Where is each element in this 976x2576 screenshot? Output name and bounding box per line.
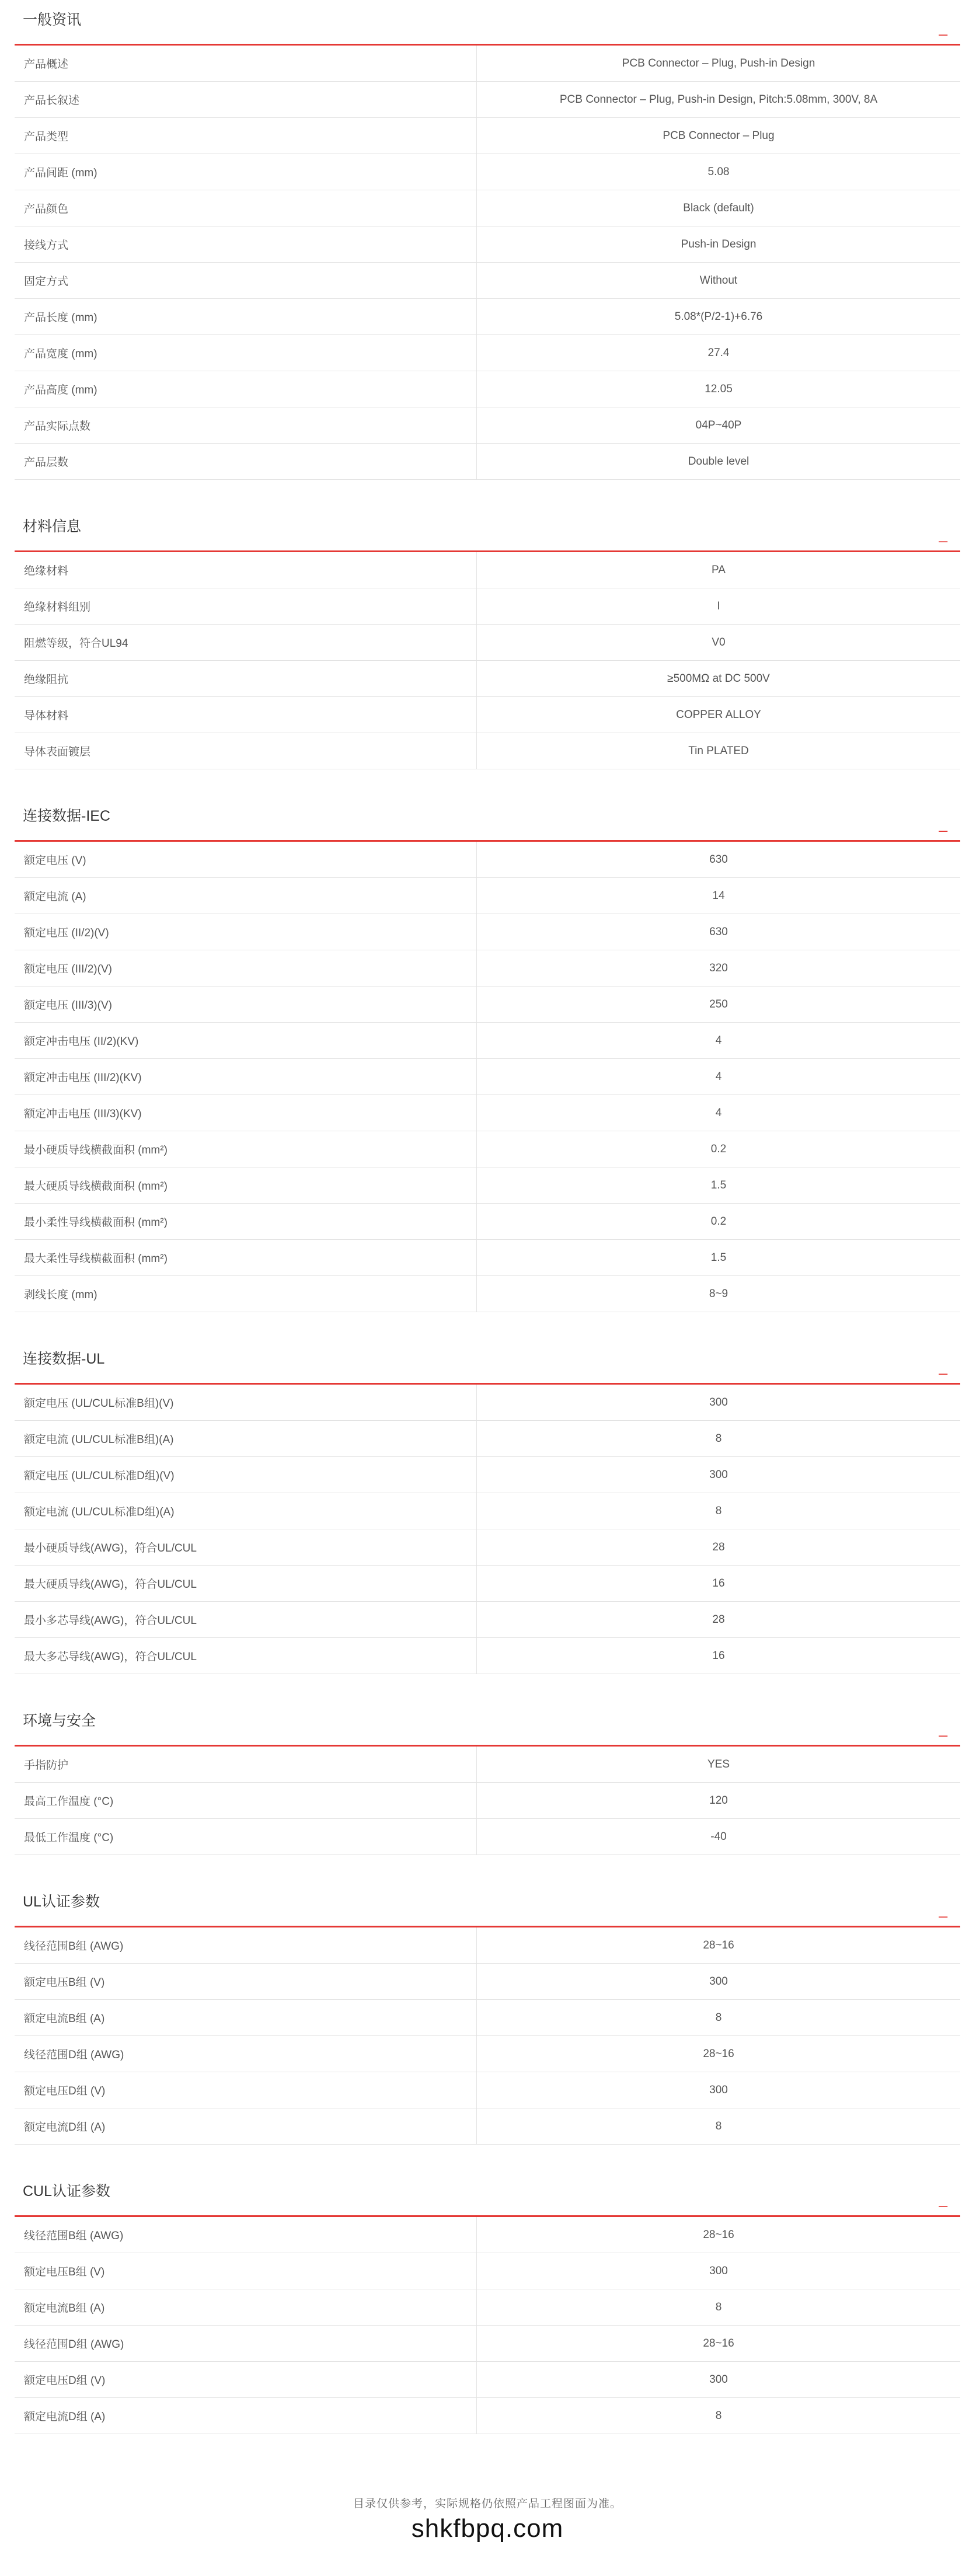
spec-label: 产品类型 (15, 118, 477, 154)
spec-label: 额定电压 (III/3)(V) (15, 987, 477, 1023)
spec-label: 绝缘材料 (15, 552, 477, 588)
table-row (15, 1964, 960, 2000)
collapse-icon[interactable]: _ (939, 19, 947, 36)
spec-value: PCB Connector – Plug, Push-in Design (477, 46, 961, 82)
collapse-icon[interactable]: _ (939, 1720, 947, 1737)
spec-label: 额定电流 (UL/CUL标准D组)(A) (15, 1493, 477, 1529)
footer-disclaimer: 目录仅供参考，实际规格仍依照产品工程图面为准。 (353, 2498, 622, 2510)
spec-label: 线径范围B组 (AWG) (15, 1927, 477, 1964)
collapse-icon[interactable]: _ (939, 2190, 947, 2208)
table-row (15, 1023, 960, 1059)
spec-label: 额定电流 (A) (15, 878, 477, 914)
table-row (15, 1819, 960, 1855)
spec-label: 额定电流D组 (A) (15, 2398, 477, 2434)
table-row (15, 371, 960, 407)
spec-label: 额定冲击电压 (II/2)(KV) (15, 1023, 477, 1059)
section-header (15, 796, 960, 842)
table-row (15, 2217, 960, 2253)
spec-value: 300 (477, 1385, 961, 1421)
spec-value: -40 (477, 1819, 961, 1855)
spec-label: 额定电流B组 (A) (15, 2000, 477, 2036)
spec-label: 最大硬质导线横截面积 (mm²) (15, 1167, 477, 1204)
spec-value: Black (default) (477, 190, 961, 226)
table-row (15, 1638, 960, 1674)
table-row (15, 661, 960, 697)
spec-value: Double level (477, 444, 961, 480)
spec-label: 剥线长度 (mm) (15, 1276, 477, 1312)
table-row (15, 226, 960, 263)
spec-label: 最大多芯导线(AWG)，符合UL/CUL (15, 1638, 477, 1674)
spec-label: 产品高度 (mm) (15, 371, 477, 407)
table-row (15, 1385, 960, 1421)
table-row (15, 2289, 960, 2326)
table-row (15, 2036, 960, 2072)
table-row (15, 1783, 960, 1819)
spec-label: 线径范围B组 (AWG) (15, 2217, 477, 2253)
spec-value: 28 (477, 1529, 961, 1566)
spec-table (15, 46, 960, 480)
spec-value: Push-in Design (477, 226, 961, 263)
table-row (15, 1566, 960, 1602)
spec-value: 630 (477, 842, 961, 878)
spec-label: 额定电流 (UL/CUL标准B组)(A) (15, 1421, 477, 1457)
spec-label: 额定电压D组 (V) (15, 2362, 477, 2398)
spec-value: 16 (477, 1638, 961, 1674)
spec-label: 阻燃等级，符合UL94 (15, 625, 477, 661)
table-row (15, 118, 960, 154)
table-row (15, 588, 960, 625)
table-row (15, 1059, 960, 1095)
spec-label: 最高工作温度 (°C) (15, 1783, 477, 1819)
table-row (15, 444, 960, 480)
table-row (15, 1529, 960, 1566)
section-title: UL认证参数 (23, 1894, 100, 1910)
table-row (15, 299, 960, 335)
spec-label: 产品长度 (mm) (15, 299, 477, 335)
spec-label: 最大硬质导线(AWG)，符合UL/CUL (15, 1566, 477, 1602)
spec-label: 额定冲击电压 (III/2)(KV) (15, 1059, 477, 1095)
spec-label: 额定电压 (II/2)(V) (15, 914, 477, 950)
section-title: 一般资讯 (23, 12, 82, 28)
spec-value: 300 (477, 2253, 961, 2289)
spec-label: 固定方式 (15, 263, 477, 299)
spec-label: 额定冲击电压 (III/3)(KV) (15, 1095, 477, 1131)
spec-label: 产品实际点数 (15, 407, 477, 444)
spec-label: 额定电压 (UL/CUL标准B组)(V) (15, 1385, 477, 1421)
section-header (15, 2171, 960, 2217)
table-row (15, 2362, 960, 2398)
spec-label: 最低工作温度 (°C) (15, 1819, 477, 1855)
spec-label: 额定电压D组 (V) (15, 2072, 477, 2108)
collapse-icon[interactable]: _ (939, 1358, 947, 1375)
spec-label: 额定电压 (V) (15, 842, 477, 878)
spec-label: 产品间距 (mm) (15, 154, 477, 190)
table-row (15, 2398, 960, 2434)
spec-label: 额定电压 (III/2)(V) (15, 950, 477, 987)
spec-label: 最小硬质导线横截面积 (mm²) (15, 1131, 477, 1167)
table-row (15, 1421, 960, 1457)
table-row (15, 263, 960, 299)
spec-label: 接线方式 (15, 226, 477, 263)
spec-value: 4 (477, 1059, 961, 1095)
spec-value: 28 (477, 1602, 961, 1638)
spec-value: PCB Connector – Plug (477, 118, 961, 154)
spec-value: Without (477, 263, 961, 299)
section-title: 连接数据-UL (23, 1351, 105, 1367)
spec-value: I (477, 588, 961, 625)
table-row (15, 190, 960, 226)
spec-value: 120 (477, 1783, 961, 1819)
spec-label: 产品长叙述 (15, 82, 477, 118)
section-header (15, 507, 960, 552)
spec-value: 8~9 (477, 1276, 961, 1312)
section-header (15, 0, 960, 46)
spec-label: 产品宽度 (mm) (15, 335, 477, 371)
spec-label: 额定电流D组 (A) (15, 2108, 477, 2145)
spec-value: 4 (477, 1023, 961, 1059)
spec-value: 300 (477, 2072, 961, 2108)
section-header (15, 1882, 960, 1927)
spec-value: 4 (477, 1095, 961, 1131)
spec-label: 最小柔性导线横截面积 (mm²) (15, 1204, 477, 1240)
spec-table (15, 1927, 960, 2145)
spec-value: ≥500MΩ at DC 500V (477, 661, 961, 697)
spec-sheet (15, 0, 960, 2543)
section-title: 连接数据-IEC (23, 808, 111, 824)
spec-label: 绝缘阻抗 (15, 661, 477, 697)
table-row (15, 2108, 960, 2145)
table-row (15, 1095, 960, 1131)
spec-value: 8 (477, 2289, 961, 2326)
table-row (15, 950, 960, 987)
spec-label: 最大柔性导线横截面积 (mm²) (15, 1240, 477, 1276)
spec-value: PCB Connector – Plug, Push-in Design, Pitch:5.08mm, 300V, 8A (477, 82, 961, 118)
spec-table (15, 552, 960, 769)
table-row (15, 1240, 960, 1276)
spec-value: 8 (477, 2000, 961, 2036)
table-row (15, 1927, 960, 1964)
table-row (15, 697, 960, 733)
table-row (15, 987, 960, 1023)
spec-label: 额定电压 (UL/CUL标准D组)(V) (15, 1457, 477, 1493)
spec-value: 320 (477, 950, 961, 987)
table-row (15, 552, 960, 588)
spec-label: 绝缘材料组别 (15, 588, 477, 625)
spec-value: 28~16 (477, 2217, 961, 2253)
spec-value: 28~16 (477, 2326, 961, 2362)
table-row (15, 1131, 960, 1167)
spec-label: 手指防护 (15, 1747, 477, 1783)
table-row (15, 2072, 960, 2108)
spec-value: 250 (477, 987, 961, 1023)
spec-label: 额定电压B组 (V) (15, 1964, 477, 2000)
collapse-icon[interactable]: _ (939, 815, 947, 832)
spec-label: 产品概述 (15, 46, 477, 82)
spec-value: 14 (477, 878, 961, 914)
spec-value: 16 (477, 1566, 961, 1602)
section-title: CUL认证参数 (23, 2183, 111, 2199)
table-row (15, 407, 960, 444)
collapse-icon[interactable]: _ (939, 525, 947, 543)
section-title: 环境与安全 (23, 1713, 96, 1729)
spec-value: 1.5 (477, 1240, 961, 1276)
spec-value: 28~16 (477, 2036, 961, 2072)
table-row (15, 2000, 960, 2036)
spec-value: 300 (477, 2362, 961, 2398)
spec-label: 额定电压B组 (V) (15, 2253, 477, 2289)
table-row (15, 733, 960, 769)
table-row (15, 842, 960, 878)
spec-label: 产品颜色 (15, 190, 477, 226)
table-row (15, 878, 960, 914)
spec-value: 630 (477, 914, 961, 950)
spec-value: 8 (477, 2108, 961, 2145)
spec-value: 5.08 (477, 154, 961, 190)
spec-value: 27.4 (477, 335, 961, 371)
table-row (15, 154, 960, 190)
spec-table (15, 2217, 960, 2434)
table-row (15, 2253, 960, 2289)
section-header (15, 1701, 960, 1747)
spec-value: 8 (477, 2398, 961, 2434)
spec-label: 最小硬质导线(AWG)，符合UL/CUL (15, 1529, 477, 1566)
spec-value: 0.2 (477, 1131, 961, 1167)
spec-label: 线径范围D组 (AWG) (15, 2326, 477, 2362)
table-row (15, 625, 960, 661)
spec-value: 300 (477, 1964, 961, 2000)
table-row (15, 1167, 960, 1204)
spec-label: 导体材料 (15, 697, 477, 733)
table-row (15, 82, 960, 118)
spec-value: 04P~40P (477, 407, 961, 444)
spec-table (15, 1747, 960, 1855)
table-row (15, 1747, 960, 1783)
spec-table (15, 842, 960, 1312)
footer-site-name: shkfbpq.com (411, 2514, 564, 2543)
table-row (15, 1276, 960, 1312)
collapse-icon[interactable]: _ (939, 1901, 947, 1918)
spec-label: 额定电流B组 (A) (15, 2289, 477, 2326)
spec-value: PA (477, 552, 961, 588)
section-header (15, 1339, 960, 1385)
spec-value: 0.2 (477, 1204, 961, 1240)
spec-label: 线径范围D组 (AWG) (15, 2036, 477, 2072)
spec-value: 12.05 (477, 371, 961, 407)
spec-label: 最小多芯导线(AWG)，符合UL/CUL (15, 1602, 477, 1638)
spec-value: YES (477, 1747, 961, 1783)
section-title: 材料信息 (23, 518, 82, 535)
table-row (15, 2326, 960, 2362)
table-row (15, 914, 960, 950)
spec-value: Tin PLATED (477, 733, 961, 769)
spec-label: 产品层数 (15, 444, 477, 480)
spec-table (15, 1385, 960, 1674)
table-row (15, 335, 960, 371)
spec-value: 300 (477, 1457, 961, 1493)
table-row (15, 1602, 960, 1638)
spec-value: 1.5 (477, 1167, 961, 1204)
spec-label: 导体表面镀层 (15, 733, 477, 769)
spec-value: COPPER ALLOY (477, 697, 961, 733)
spec-value: 8 (477, 1421, 961, 1457)
page-footer (15, 2495, 960, 2543)
spec-value: V0 (477, 625, 961, 661)
spec-value: 28~16 (477, 1927, 961, 1964)
spec-value: 5.08*(P/2-1)+6.76 (477, 299, 961, 335)
spec-value: 8 (477, 1493, 961, 1529)
table-row (15, 1204, 960, 1240)
table-row (15, 46, 960, 82)
table-row (15, 1493, 960, 1529)
table-row (15, 1457, 960, 1493)
